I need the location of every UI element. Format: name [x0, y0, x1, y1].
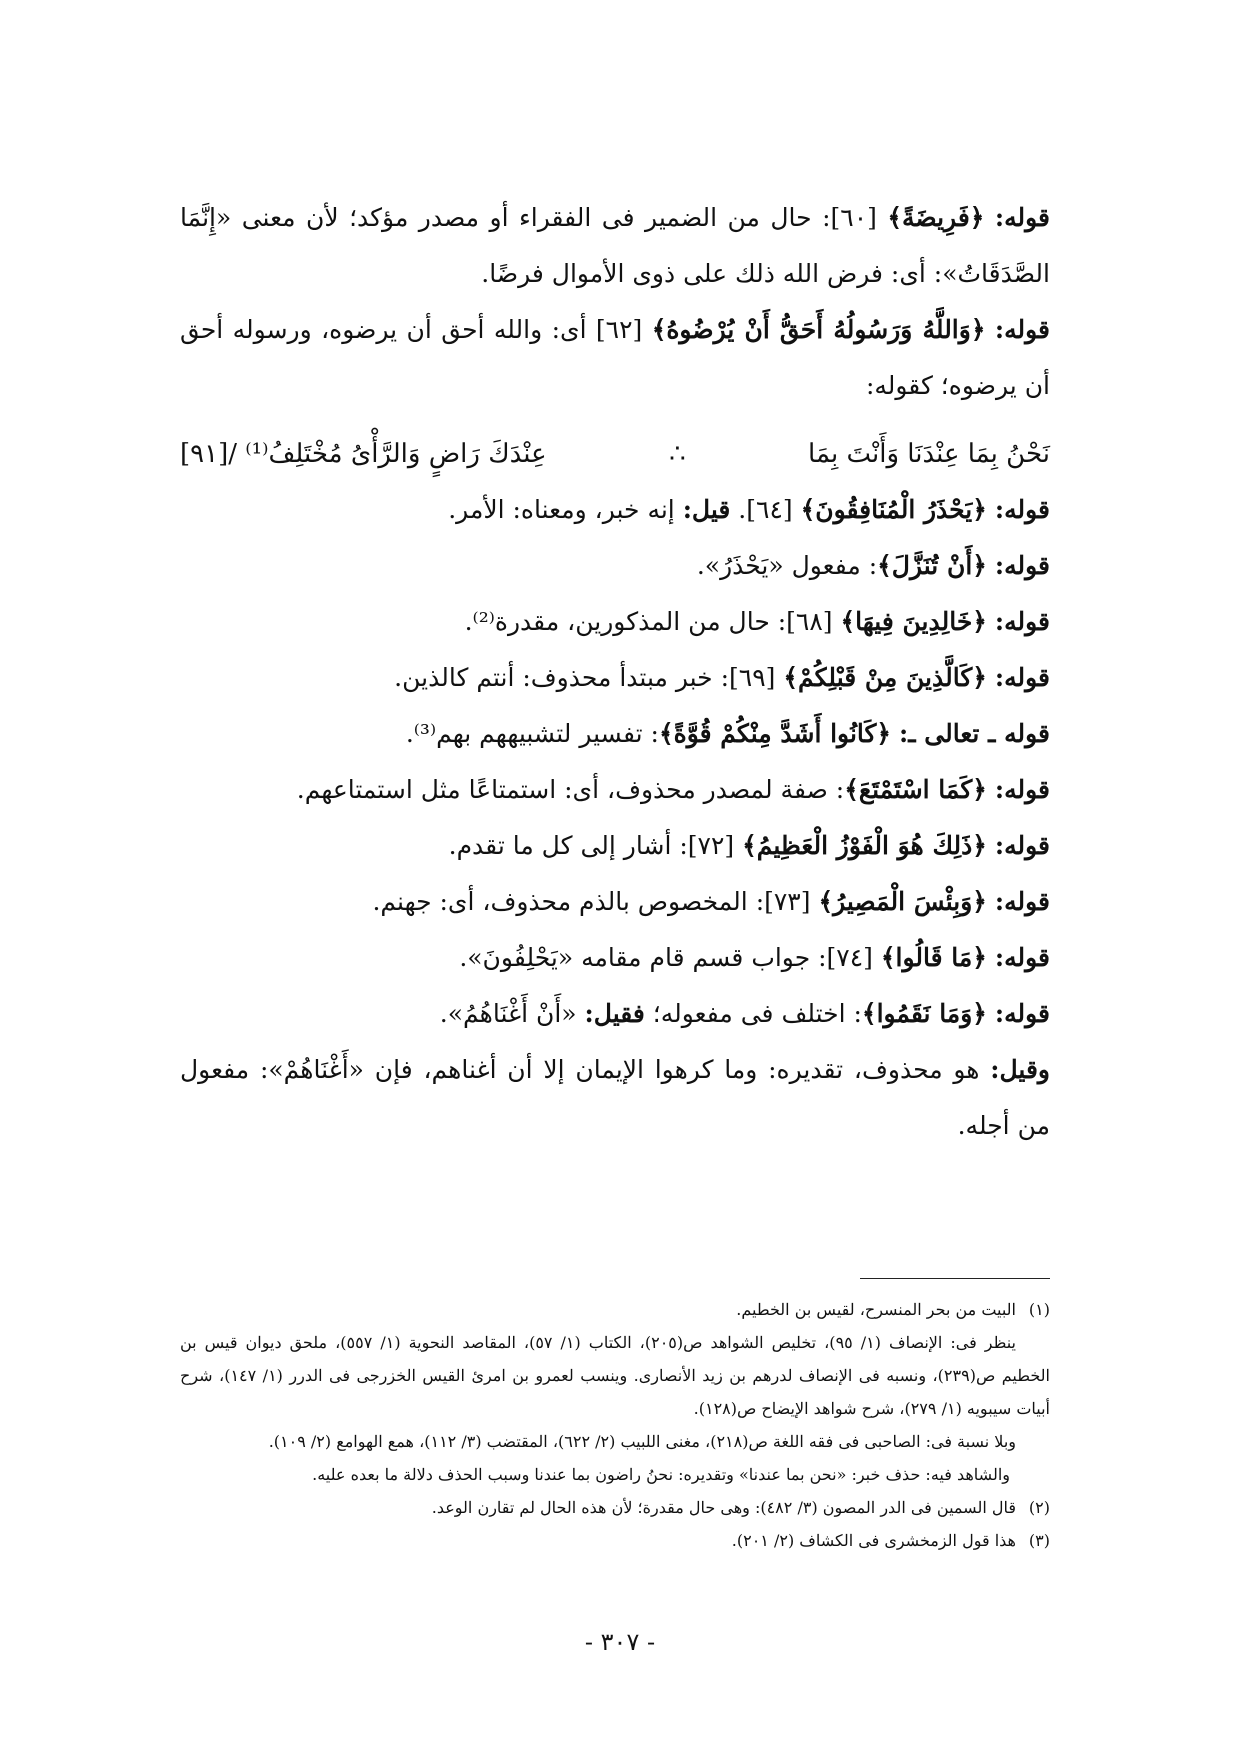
- paragraph-text: [٦٠]: حال من الضمير فى الفقراء أو مصدر مؤكد؛ لأن معنى «إِنَّمَا الصَّدَقَاتُ»: أى: فرض الله ذلك على ذوى الأموال فرضًا.: [180, 203, 1050, 288]
- entry-text: [٦٩]: خبر مبتدأ محذوف: أنتم كالذين.: [394, 663, 784, 692]
- footnote-number: (٢): [1028, 1498, 1050, 1517]
- footnote-2: [180, 1491, 1050, 1524]
- quran-quote: ﴿مَا قَالُوا﴾: [880, 943, 987, 972]
- footnote-1: [180, 1293, 1050, 1326]
- paragraph-text: هو محذوف، تقديره: وما كرهوا الإيمان إلا أن أغناهم، فإن «أَغْنَاهُمْ»: مفعول من أجله.: [180, 1055, 1050, 1140]
- quran-quote: ﴿كَمَا اسْتَمْتَعَ﴾: [844, 775, 987, 804]
- entry-text: : تفسير لتشبيههم بهم⁽³⁾.: [405, 719, 659, 748]
- quran-quote: ﴿كَانُوا أَشَدَّ مِنْكُمْ قُوَّةً﴾: [658, 719, 892, 748]
- lead-label: قوله:: [994, 887, 1050, 916]
- entry-text: : مفعول «يَحْذَرُ».: [696, 551, 878, 580]
- quran-quote: ﴿يَحْذَرُ الْمُنَافِقُونَ﴾: [800, 495, 987, 524]
- footnote-number: (١): [1028, 1300, 1050, 1319]
- lead-label: وقيل:: [990, 1055, 1050, 1084]
- entry-yahdharu: [180, 482, 1050, 538]
- quran-quote: ﴿كَالَّذِينَ مِنْ قَبْلِكُمْ﴾: [783, 663, 987, 692]
- paragraph-allah-rasuluhu: [180, 302, 1050, 414]
- lead-label: قوله:: [994, 831, 1050, 860]
- footnote-text: وبلا نسبة فى: الصاحبى فى فقه اللغة ص(٢١٨)، مغنى اللبيب (٢/ ٦٢٢)، المقتضب (٣/ ١١٢)، همع الهوامع (٢/ ١٠٩).: [268, 1432, 1016, 1451]
- entry-dhalika-huwa: [180, 818, 1050, 874]
- quran-quote: ﴿خَالِدِينَ فِيهَا﴾: [840, 607, 987, 636]
- footnote-divider: [860, 1278, 1050, 1279]
- footnote-1-unattributed: [180, 1425, 1050, 1458]
- footnote-1-sources: [180, 1326, 1050, 1425]
- entry-kanu-ashadda: [180, 706, 1050, 762]
- entry-an-tunazzala: [180, 538, 1050, 594]
- secondary-lead-label: قيل:: [682, 495, 731, 524]
- entry-wa-ma-naqamu: [180, 986, 1050, 1042]
- paragraph-faridah: [180, 190, 1050, 302]
- entry-text: [٧٣]: المخصوص بالذم محذوف، أى: جهنم.: [372, 887, 819, 916]
- paragraph-wa-qila: [180, 1042, 1050, 1154]
- verse-second-hemistich: عِنْدَكَ رَاضٍ وَالرَّأْىُ مُخْتَلِفُ⁽¹⁾ /[٩١]: [180, 439, 547, 469]
- entry-text: [٧٤]: جواب قسم قام مقامه «يَحْلِفُونَ».: [459, 943, 881, 972]
- entry-text: : اختلف فى مفعوله؛: [644, 999, 862, 1028]
- main-text: [180, 190, 1050, 1154]
- lead-label: قوله:: [994, 551, 1050, 580]
- lead-label: قوله ـ تعالى ـ:: [899, 719, 1050, 748]
- lead-label: قوله:: [994, 999, 1050, 1028]
- entry-secondary-text: إنه خبر، ومعناه: الأمر.: [448, 495, 683, 524]
- quran-quote: ﴿وَمَا نَقَمُوا﴾: [861, 999, 987, 1028]
- footnote-text: هذا قول الزمخشرى فى الكشاف (٢/ ٢٠١).: [731, 1531, 1016, 1550]
- lead-label: قوله:: [994, 775, 1050, 804]
- entry-bisa-almasir: [180, 874, 1050, 930]
- entry-text: : صفة لمصدر محذوف، أى: استمتاعًا مثل استمتاعهم.: [296, 775, 845, 804]
- footnote-text: والشاهد فيه: حذف خبر: «نحن بما عندنا» وتقديره: نحنُ راضون بما عندنا وسبب الحذف دلالة ما بعده عليه.: [312, 1465, 1010, 1484]
- entry-kalladhina: [180, 650, 1050, 706]
- footnote-number: (٣): [1028, 1531, 1050, 1550]
- lead-label: قوله:: [994, 943, 1050, 972]
- entry-text: [٦٤].: [730, 495, 801, 524]
- entry-khalidina: [180, 594, 1050, 650]
- entry-kama-istamta: [180, 762, 1050, 818]
- lead-label: قوله:: [994, 663, 1050, 692]
- footnotes: [180, 1293, 1050, 1557]
- quran-quote: ﴿أَنْ تُنَزَّلَ﴾: [877, 551, 987, 580]
- verse-separator: ∴: [669, 439, 686, 469]
- quran-quote: ﴿فَرِيضَةً﴾: [887, 203, 985, 232]
- entry-text: [٦٨]: حال من المذكورين، مقدرة⁽²⁾.: [464, 607, 841, 636]
- entry-ma-qalu: [180, 930, 1050, 986]
- quran-quote: ﴿وَاللَّهُ وَرَسُولُهُ أَحَقُّ أَنْ يُرْضُوهُ﴾: [651, 315, 986, 344]
- poetry-verse: [180, 426, 1050, 482]
- verse-first-hemistich: نَحْنُ بِمَا عِنْدَنَا وَأَنْتَ بِمَا: [808, 439, 1050, 469]
- footnote-1-shahid: [180, 1458, 1050, 1491]
- lead-label: قوله:: [994, 607, 1050, 636]
- footnote-text: قال السمين فى الدر المصون (٣/ ٤٨٢): وهى حال مقدرة؛ لأن هذه الحال لم تقارن الوعد.: [431, 1498, 1016, 1517]
- page-number: - ٣٠٧ -: [584, 1628, 656, 1656]
- lead-label: قوله:: [994, 203, 1051, 232]
- entry-secondary-text: «أَنْ أَغْنَاهُمُ».: [439, 999, 585, 1028]
- lead-label: قوله:: [994, 315, 1051, 344]
- paragraph-text: [٦٢] أى: والله أحق أن يرضوه، ورسوله أحق أن يرضوه؛ كقوله:: [180, 315, 1050, 400]
- footnote-text: ينظر فى: الإنصاف (١/ ٩٥)، تخليص الشواهد ص(٢٠٥)، الكتاب (١/ ٥٧)، المقاصد النحوية (١/ ٥٥٧)، ملحق ديوان قيس بن الخطيم ص(٢٣٩)، ونسبه فى الإنصاف لدرهم بن زيد الأنصارى. وينسب لعمرو بن امرئ القيس الخزرجى فى الدرر (١/ ١٤٧)، شرح أبيات سيبويه (١/ ٢٧٩)، شرح شواهد الإيضاح ص(١٢٨).: [180, 1333, 1050, 1418]
- footnote-3: [180, 1524, 1050, 1557]
- quran-quote: ﴿وَبِئْسَ الْمَصِيرُ﴾: [818, 887, 987, 916]
- footnote-text: البيت من بحر المنسرح، لقيس بن الخطيم.: [736, 1300, 1016, 1319]
- quran-quote: ﴿ذَلِكَ هُوَ الْفَوْزُ الْعَظِيمُ﴾: [742, 831, 987, 860]
- secondary-lead-label: فقيل:: [584, 999, 645, 1028]
- entry-text: [٧٢]: أشار إلى كل ما تقدم.: [448, 831, 743, 860]
- lead-label: قوله:: [994, 495, 1050, 524]
